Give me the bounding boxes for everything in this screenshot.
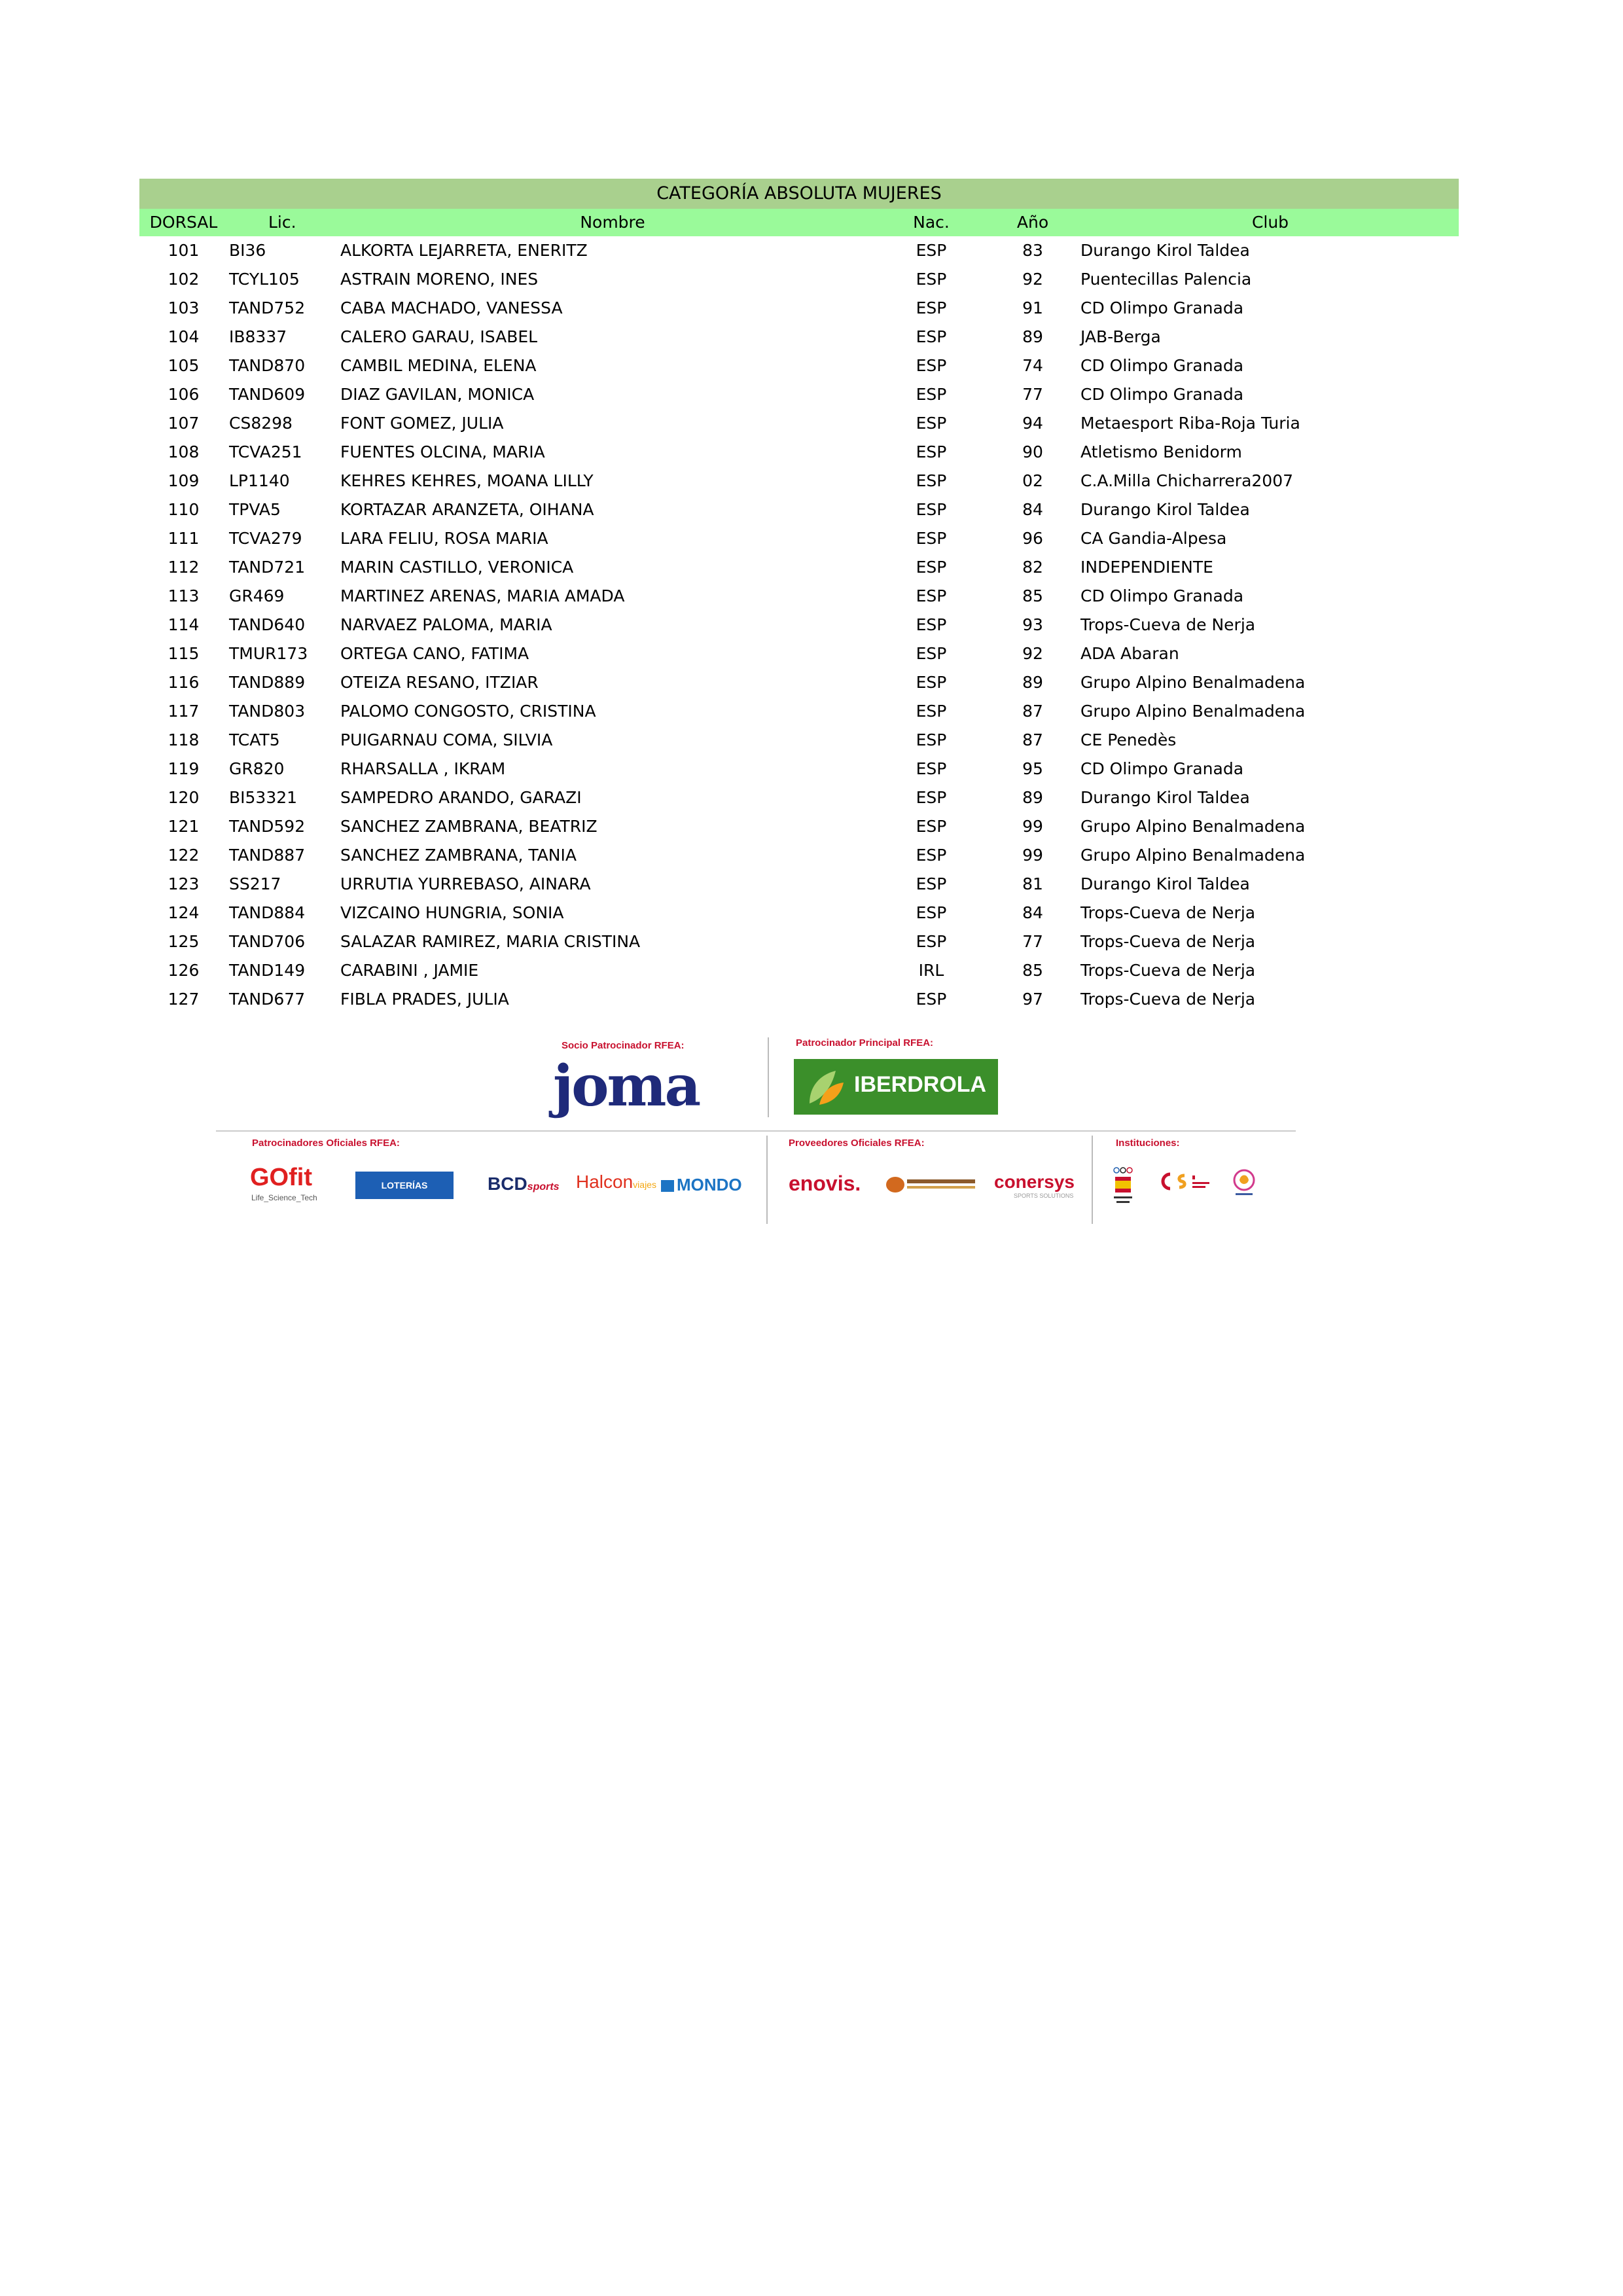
cell-ano: 83 — [1022, 241, 1043, 260]
table-header-row — [139, 209, 1459, 236]
cell-ano: 89 — [1022, 673, 1043, 692]
table-row — [139, 294, 1459, 323]
cell-lic: TAND592 — [229, 817, 306, 836]
cell-nombre: NARVAEZ PALOMA, MARIA — [340, 615, 552, 634]
cell-nac: ESP — [916, 702, 947, 721]
cell-dorsal: 120 — [168, 788, 200, 807]
cell-lic: TCYL105 — [229, 270, 300, 289]
table-title: CATEGORÍA ABSOLUTA MUJERES — [139, 179, 1459, 209]
cell-dorsal: 114 — [168, 615, 200, 634]
cell-ano: 87 — [1022, 702, 1043, 721]
cell-nombre: DIAZ GAVILAN, MONICA — [340, 385, 535, 404]
table-row — [139, 841, 1459, 870]
cell-nombre: SANCHEZ ZAMBRANA, BEATRIZ — [340, 817, 597, 836]
cell-nombre: ORTEGA CANO, FATIMA — [340, 644, 529, 663]
instituciones-label: Instituciones: — [1116, 1138, 1180, 1149]
cell-nombre: OTEIZA RESANO, ITZIAR — [340, 673, 539, 692]
cell-lic: TAND706 — [229, 932, 306, 951]
cell-ano: 90 — [1022, 442, 1043, 461]
table-row — [139, 985, 1459, 1014]
cell-nombre: CAMBIL MEDINA, ELENA — [340, 356, 537, 375]
cell-ano: 99 — [1022, 846, 1043, 865]
table-row — [139, 467, 1459, 495]
cell-nac: ESP — [916, 586, 947, 605]
cell-club: Trops-Cueva de Nerja — [1080, 903, 1256, 922]
csd-emblem-icon — [1158, 1170, 1212, 1193]
cell-nac: ESP — [916, 874, 947, 893]
cell-nac: ESP — [916, 327, 947, 346]
cell-ano: 97 — [1022, 990, 1043, 1009]
header-ano: Año — [1016, 213, 1049, 232]
cell-ano: 74 — [1022, 356, 1043, 375]
cell-dorsal: 108 — [168, 442, 200, 461]
cell-dorsal: 118 — [168, 730, 200, 749]
cell-ano: 96 — [1022, 529, 1043, 548]
cell-nombre: MARIN CASTILLO, VERONICA — [340, 558, 574, 577]
cell-club: Grupo Alpino Benalmadena — [1080, 817, 1306, 836]
cell-club: Grupo Alpino Benalmadena — [1080, 846, 1306, 865]
conersys-text: conersys — [994, 1172, 1075, 1192]
cell-nac: ESP — [916, 730, 947, 749]
divider-horizontal — [216, 1130, 1296, 1132]
cell-ano: 85 — [1022, 961, 1043, 980]
csd-logo — [1158, 1170, 1212, 1193]
cell-dorsal: 113 — [168, 586, 200, 605]
cell-nac: ESP — [916, 558, 947, 577]
cell-lic: BI53321 — [229, 788, 298, 807]
cell-lic: GR469 — [229, 586, 285, 605]
cell-dorsal: 125 — [168, 932, 200, 951]
oficiales-label: Patrocinadores Oficiales RFEA: — [252, 1138, 400, 1149]
paralympic-logo — [1230, 1168, 1258, 1200]
cell-lic: TAND149 — [229, 961, 306, 980]
cell-nac: ESP — [916, 241, 947, 260]
joma-logo: joma — [553, 1053, 700, 1119]
cell-club: ADA Abaran — [1080, 644, 1179, 663]
cell-ano: 89 — [1022, 788, 1043, 807]
table-row — [139, 783, 1459, 812]
cell-lic: TAND887 — [229, 846, 306, 865]
cell-dorsal: 111 — [168, 529, 200, 548]
cell-dorsal: 109 — [168, 471, 200, 490]
cell-nac: ESP — [916, 471, 947, 490]
conersys-subtitle: SPORTS SOLUTIONS — [1014, 1193, 1074, 1199]
table-row — [139, 726, 1459, 755]
header-nac: Nac. — [913, 213, 950, 232]
cell-club: Trops-Cueva de Nerja — [1080, 932, 1256, 951]
cell-ano: 92 — [1022, 270, 1043, 289]
table-row — [139, 380, 1459, 409]
cell-club: Trops-Cueva de Nerja — [1080, 961, 1256, 980]
cell-lic: SS217 — [229, 874, 281, 893]
cell-nombre: FUENTES OLCINA, MARIA — [340, 442, 545, 461]
table-row — [139, 495, 1459, 524]
cell-nac: ESP — [916, 414, 947, 433]
cell-dorsal: 123 — [168, 874, 200, 893]
table-row — [139, 611, 1459, 639]
cell-nombre: FIBLA PRADES, JULIA — [340, 990, 509, 1009]
cell-club: Durango Kirol Taldea — [1080, 874, 1250, 893]
cell-ano: 77 — [1022, 932, 1043, 951]
cell-club: Durango Kirol Taldea — [1080, 500, 1250, 519]
cell-lic: TAND721 — [229, 558, 306, 577]
table-row — [139, 899, 1459, 927]
cell-ano: 81 — [1022, 874, 1043, 893]
cell-nombre: SANCHEZ ZAMBRANA, TANIA — [340, 846, 577, 865]
table-row — [139, 697, 1459, 726]
divider-top — [768, 1037, 769, 1117]
riusco-logo — [885, 1175, 978, 1194]
cell-nombre: CABA MACHADO, VANESSA — [340, 298, 563, 317]
cell-lic: TAND889 — [229, 673, 306, 692]
cell-nombre: RHARSALLA , IKRAM — [340, 759, 506, 778]
cell-nac: ESP — [916, 385, 947, 404]
cell-dorsal: 107 — [168, 414, 200, 433]
cell-lic: TPVA5 — [229, 500, 281, 519]
cell-nac: ESP — [916, 788, 947, 807]
cell-lic: IB8337 — [229, 327, 287, 346]
bcd-text: BCD — [488, 1174, 527, 1194]
cell-nombre: PALOMO CONGOSTO, CRISTINA — [340, 702, 596, 721]
mondo-text: MONDO — [677, 1175, 742, 1194]
cell-nac: ESP — [916, 673, 947, 692]
cell-club: CA Gandia-Alpesa — [1080, 529, 1227, 548]
cell-nombre: CARABINI , JAMIE — [340, 961, 479, 980]
loterias-text: LOTERÍAS — [381, 1180, 428, 1191]
cell-nombre: FONT GOMEZ, JULIA — [340, 414, 504, 433]
header-lic: Lic. — [268, 213, 296, 232]
cell-lic: TAND884 — [229, 903, 306, 922]
cell-club: CD Olimpo Granada — [1080, 298, 1244, 317]
cell-nac: ESP — [916, 990, 947, 1009]
cell-ano: 84 — [1022, 903, 1043, 922]
cell-nac: ESP — [916, 932, 947, 951]
principal-label: Patrocinador Principal RFEA: — [796, 1037, 934, 1049]
cell-nombre: SALAZAR RAMIREZ, MARIA CRISTINA — [340, 932, 641, 951]
table-row — [139, 323, 1459, 351]
divider-right — [1092, 1136, 1093, 1224]
cell-club: Grupo Alpino Benalmadena — [1080, 702, 1306, 721]
cell-nac: ESP — [916, 817, 947, 836]
cell-nombre: CALERO GARAU, ISABEL — [340, 327, 538, 346]
cell-dorsal: 121 — [168, 817, 200, 836]
cell-nombre: KORTAZAR ARANZETA, OIHANA — [340, 500, 594, 519]
cell-club: C.A.Milla Chicharrera2007 — [1080, 471, 1294, 490]
cell-lic: CS8298 — [229, 414, 293, 433]
paralympic-emblem-icon — [1230, 1168, 1258, 1200]
cell-nac: IRL — [918, 961, 944, 980]
cell-dorsal: 112 — [168, 558, 200, 577]
cell-club: Durango Kirol Taldea — [1080, 788, 1250, 807]
cell-nombre: ALKORTA LEJARRETA, ENERITZ — [340, 241, 588, 260]
coe-emblem-icon — [1111, 1166, 1135, 1208]
cell-lic: BI36 — [229, 241, 266, 260]
cell-lic: TCVA279 — [229, 529, 302, 548]
iberdrola-leaf-icon — [803, 1064, 849, 1110]
cell-dorsal: 127 — [168, 990, 200, 1009]
riusco-graphic-icon — [885, 1175, 978, 1194]
cell-dorsal: 110 — [168, 500, 200, 519]
table-row — [139, 553, 1459, 582]
cell-ano: 91 — [1022, 298, 1043, 317]
halcon-text: Halcon — [576, 1172, 633, 1192]
bcd-sports-text: sports — [527, 1181, 560, 1193]
table-row — [139, 236, 1459, 265]
socio-label: Socio Patrocinador RFEA: — [562, 1040, 685, 1051]
cell-club: INDEPENDIENTE — [1080, 558, 1213, 577]
cell-nac: ESP — [916, 356, 947, 375]
iberdrola-text: IBERDROLA — [854, 1072, 987, 1097]
cell-lic: LP1140 — [229, 471, 290, 490]
cell-nac: ESP — [916, 270, 947, 289]
cell-dorsal: 116 — [168, 673, 200, 692]
cell-club: Trops-Cueva de Nerja — [1080, 615, 1256, 634]
cell-dorsal: 101 — [168, 241, 200, 260]
entry-list-table — [139, 179, 1459, 1014]
table-row — [139, 668, 1459, 697]
cell-dorsal: 124 — [168, 903, 200, 922]
table-row — [139, 438, 1459, 467]
cell-ano: 89 — [1022, 327, 1043, 346]
table-row — [139, 265, 1459, 294]
cell-dorsal: 104 — [168, 327, 200, 346]
cell-dorsal: 126 — [168, 961, 200, 980]
cell-nombre: KEHRES KEHRES, MOANA LILLY — [340, 471, 594, 490]
halcon-viajes-text: viajes — [633, 1179, 656, 1190]
cell-dorsal: 105 — [168, 356, 200, 375]
cell-nac: ESP — [916, 615, 947, 634]
cell-nombre: VIZCAINO HUNGRIA, SONIA — [340, 903, 564, 922]
gofit-logo: GOfit — [250, 1164, 312, 1191]
coe-logo — [1111, 1166, 1135, 1208]
cell-ano: 87 — [1022, 730, 1043, 749]
cell-nac: ESP — [916, 442, 947, 461]
cell-nac: ESP — [916, 903, 947, 922]
cell-nac: ESP — [916, 529, 947, 548]
cell-club: Atletismo Benidorm — [1080, 442, 1242, 461]
cell-ano: 93 — [1022, 615, 1043, 634]
table-row — [139, 524, 1459, 553]
gofit-subtitle: Life_Science_Tech — [251, 1193, 317, 1202]
cell-ano: 82 — [1022, 558, 1043, 577]
table-body — [139, 236, 1459, 1014]
table-row — [139, 927, 1459, 956]
cell-nac: ESP — [916, 644, 947, 663]
cell-club: CE Penedès — [1080, 730, 1177, 749]
cell-ano: 84 — [1022, 500, 1043, 519]
table-row — [139, 639, 1459, 668]
cell-dorsal: 102 — [168, 270, 200, 289]
cell-ano: 77 — [1022, 385, 1043, 404]
cell-ano: 95 — [1022, 759, 1043, 778]
cell-club: CD Olimpo Granada — [1080, 385, 1244, 404]
bcd-logo — [488, 1174, 560, 1194]
cell-nombre: LARA FELIU, ROSA MARIA — [340, 529, 548, 548]
cell-lic: TAND752 — [229, 298, 306, 317]
cell-club: CD Olimpo Granada — [1080, 586, 1244, 605]
cell-dorsal: 115 — [168, 644, 200, 663]
cell-club: JAB-Berga — [1080, 327, 1161, 346]
cell-nac: ESP — [916, 500, 947, 519]
header-dorsal: DORSAL — [149, 213, 218, 232]
mondo-mark-icon — [661, 1180, 674, 1192]
cell-nombre: PUIGARNAU COMA, SILVIA — [340, 730, 553, 749]
cell-dorsal: 117 — [168, 702, 200, 721]
table-row — [139, 812, 1459, 841]
cell-nombre: ASTRAIN MORENO, INES — [340, 270, 539, 289]
loterias-logo — [355, 1172, 454, 1199]
cell-dorsal: 119 — [168, 759, 200, 778]
cell-ano: 99 — [1022, 817, 1043, 836]
cell-lic: TAND609 — [229, 385, 306, 404]
cell-nombre: URRUTIA YURREBASO, AINARA — [340, 874, 591, 893]
cell-dorsal: 103 — [168, 298, 200, 317]
cell-lic: TCAT5 — [229, 730, 280, 749]
proveedores-label: Proveedores Oficiales RFEA: — [789, 1138, 925, 1149]
header-nombre: Nombre — [580, 213, 645, 232]
conersys-logo — [994, 1172, 1075, 1199]
table-row — [139, 956, 1459, 985]
cell-lic: TAND870 — [229, 356, 306, 375]
cell-club: Trops-Cueva de Nerja — [1080, 990, 1256, 1009]
cell-dorsal: 122 — [168, 846, 200, 865]
halcon-logo — [576, 1172, 656, 1193]
table-row — [139, 409, 1459, 438]
divider-mid — [766, 1136, 768, 1224]
cell-lic: TAND640 — [229, 615, 306, 634]
cell-nac: ESP — [916, 298, 947, 317]
table-row — [139, 870, 1459, 899]
cell-ano: 02 — [1022, 471, 1043, 490]
cell-club: Puentecillas Palencia — [1080, 270, 1252, 289]
header-club: Club — [1251, 213, 1289, 232]
cell-nac: ESP — [916, 846, 947, 865]
cell-ano: 85 — [1022, 586, 1043, 605]
cell-lic: TCVA251 — [229, 442, 302, 461]
cell-nombre: SAMPEDRO ARANDO, GARAZI — [340, 788, 582, 807]
cell-club: CD Olimpo Granada — [1080, 356, 1244, 375]
cell-nac: ESP — [916, 759, 947, 778]
cell-ano: 92 — [1022, 644, 1043, 663]
cell-nombre: MARTINEZ ARENAS, MARIA AMADA — [340, 586, 625, 605]
cell-lic: TAND803 — [229, 702, 306, 721]
cell-lic: GR820 — [229, 759, 285, 778]
cell-lic: TMUR173 — [229, 644, 308, 663]
cell-club: CD Olimpo Granada — [1080, 759, 1244, 778]
iberdrola-logo — [794, 1059, 998, 1115]
table-row — [139, 755, 1459, 783]
table-row — [139, 351, 1459, 380]
cell-club: Durango Kirol Taldea — [1080, 241, 1250, 260]
cell-club: Metaesport Riba-Roja Turia — [1080, 414, 1300, 433]
cell-dorsal: 106 — [168, 385, 200, 404]
enovis-logo: enovis. — [789, 1172, 861, 1195]
cell-ano: 94 — [1022, 414, 1043, 433]
cell-club: Grupo Alpino Benalmadena — [1080, 673, 1306, 692]
table-row — [139, 582, 1459, 611]
cell-lic: TAND677 — [229, 990, 306, 1009]
mondo-logo — [661, 1175, 742, 1195]
